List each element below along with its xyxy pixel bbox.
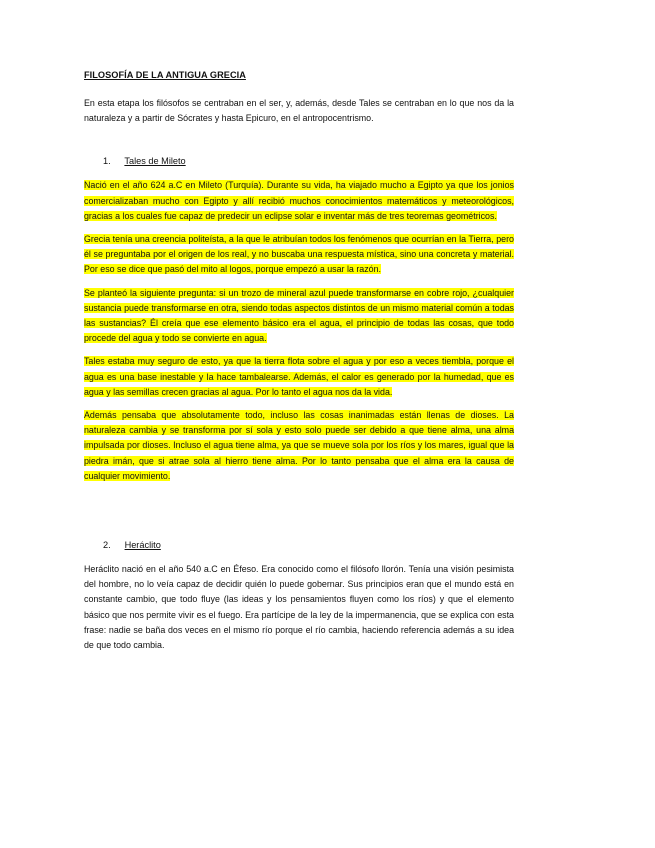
tales-paragraph-5: Además pensaba que absolutamente todo, incluso las cosas inanimadas están llenas de dioses. La naturaleza cambia y se transforma por sí sola y esto solo puede ser debido a que tiene alma, una alma impulsada por dioses. Incluso el agua tiene alma, ya que se mueve sola por los ríos y los mares, igual que la piedra imán, que si atrae sola al hierro tiene alma. Por lo tanto pensaba que el alma era la causa de cualquier movimiento. bbox=[84, 410, 514, 481]
section-heading-tales bbox=[103, 156, 514, 166]
section-heading-heraclito bbox=[103, 540, 514, 550]
section-number: 2. bbox=[103, 540, 111, 551]
document-title: FILOSOFÍA DE LA ANTIGUA GRECIA bbox=[84, 70, 246, 80]
tales-paragraph-1: Nació en el año 624 a.C en Mileto (Turquía). Durante su vida, ha viajado mucho a Egipto ya que los jonios comercializaban mucho con Egipto y allí recibió muchos conocimientos matemáticos y meteorológicos, gracias a los cuales fue capaz de predecir un eclipse solar e inventar más de tres teoremas geométricos. bbox=[84, 180, 514, 221]
tales-paragraph-4: Tales estaba muy seguro de esto, ya que la tierra flota sobre el agua y por eso a veces tiembla, porque el agua es una base inestable y la hace tambalearse. Además, el calor es generado por la humedad, que es agua y las semillas crecen gracias al agua. Por lo tanto el agua nos da la vida. bbox=[84, 356, 514, 397]
section-spacer bbox=[84, 492, 514, 540]
section-title: Tales de Mileto bbox=[124, 156, 186, 167]
tales-paragraph-2: Grecia tenía una creencia politeísta, a la que le atribuían todos los fenómenos que ocurrían en la Tierra, pero él se preguntaba por el origen de los real, y no buscaba una respuesta mística, sino una concreta y material. Por eso se dice que pasó del mito al logos, porque empezó a usar la razón. bbox=[84, 234, 514, 275]
document-body bbox=[84, 70, 514, 661]
intro-paragraph: En esta etapa los filósofos se centraban en el ser, y, además, desde Tales se centraban en lo que nos da la naturaleza y a partir de Sócrates y hasta Epicuro, en el antropocentrismo. bbox=[84, 98, 514, 124]
heraclito-paragraph-1: Heráclito nació en el año 540 a.C en Éfeso. Era conocido como el filósofo llorón. Tenía una visión pesimista del hombre, no lo veía capaz de decidir quién lo puede gobernar. Sus principios eran que el mundo está en constante cambio, que todo fluye (las ideas y los pensamientos fluyen como los ríos) y que el elemento básico que nos permite vivir es el fuego. Era partícipe de la ley de la impermanencia, que se explica con esta frase: nadie se baña dos veces en el mismo río porque el río cambia, haciendo referencia además a su idea de que todo cambia. bbox=[84, 564, 514, 651]
section-title: Heráclito bbox=[124, 540, 161, 551]
tales-paragraph-3: Se planteó la siguiente pregunta: si un trozo de mineral azul puede transformarse en cobre rojo, ¿cualquier sustancia puede transformarse en otra, siendo todas aspectos distintos de un mismo material común a todas las sustancias? Él creía que ese elemento básico era el agua, el principio de todas las cosas, que todo procede del agua y todo se convierte en agua. bbox=[84, 287, 514, 344]
section-number: 1. bbox=[103, 156, 111, 167]
